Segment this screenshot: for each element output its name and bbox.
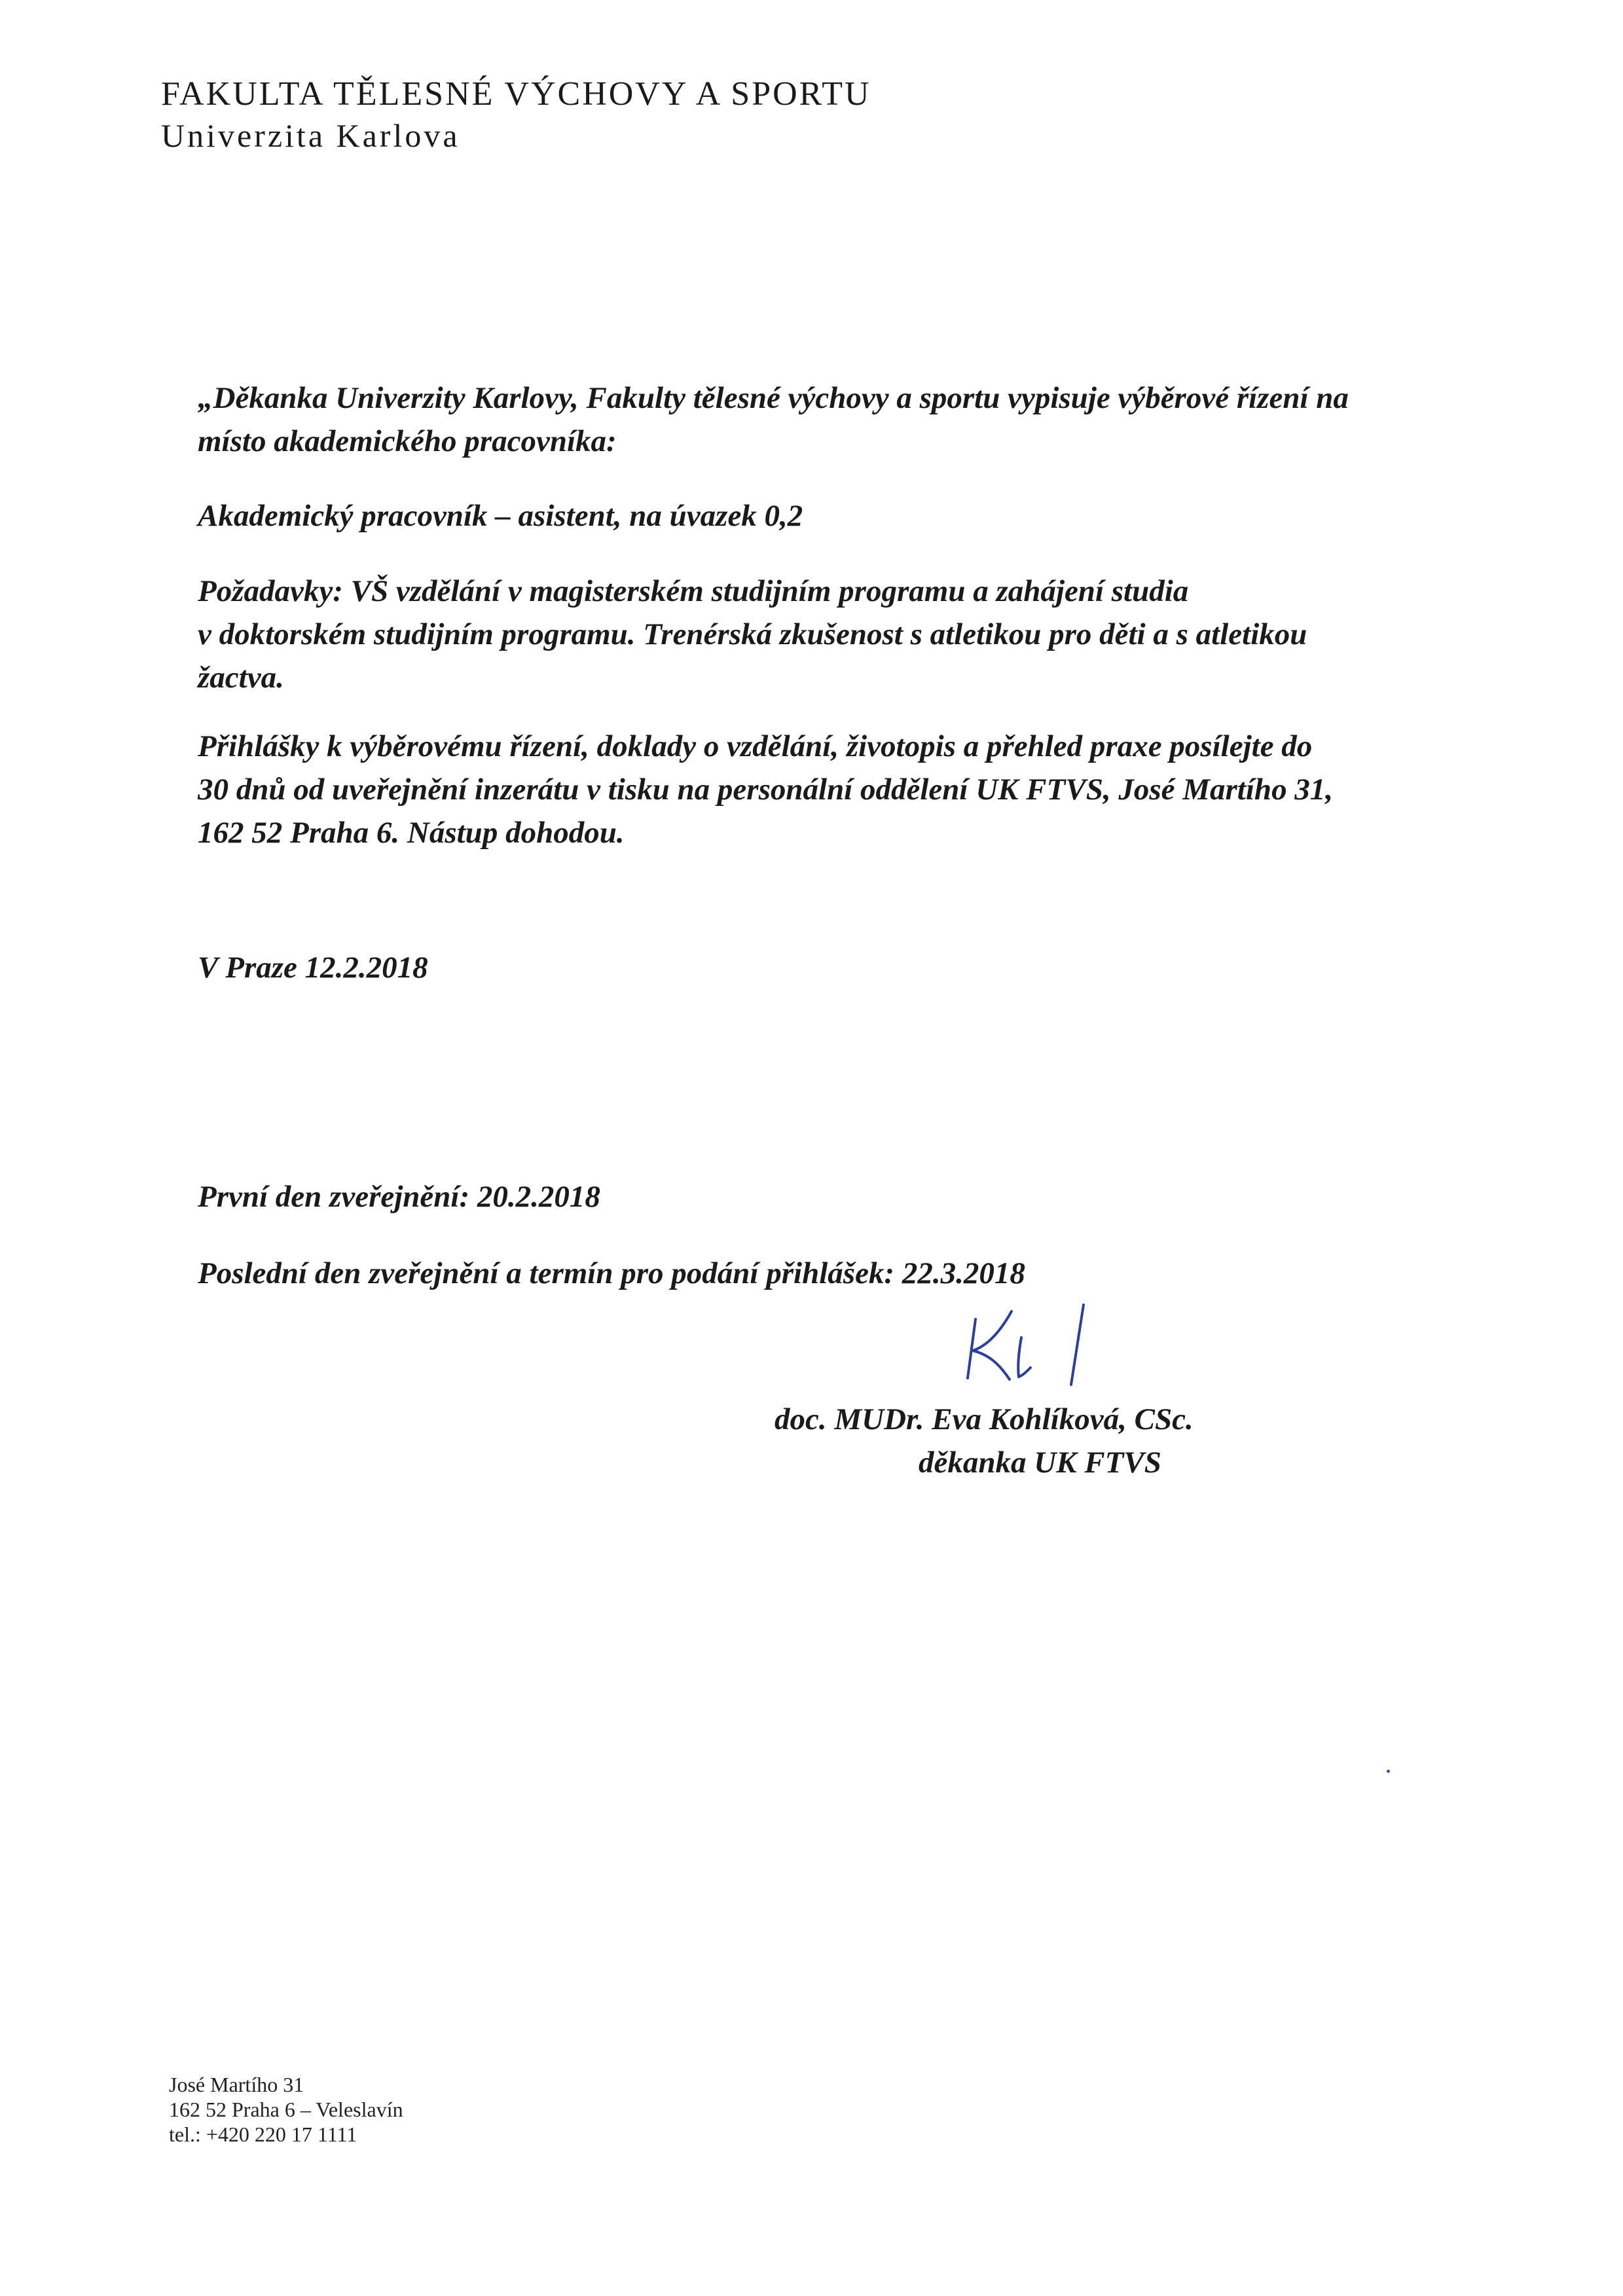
place-date-text: V Praze 12.2.2018: [198, 951, 428, 985]
requirements-line-1: Požadavky: VŠ vzdělání v magisterském studijním programu a zahájení studia: [198, 574, 1189, 608]
footer-street: José Martího 31: [169, 2073, 304, 2096]
signature-strokes: [968, 1305, 1084, 1385]
requirements-line-3: žactva.: [198, 661, 284, 695]
announcement-intro: [198, 376, 1455, 463]
intro-line-2: místo akademického pracovníka:: [198, 424, 617, 458]
signer-block: [775, 1398, 1194, 1484]
scan-speck: [1387, 1770, 1390, 1773]
requirements-paragraph: [198, 570, 1455, 699]
faculty-name: FAKULTA TĚLESNÉ VÝCHOVY A SPORTU: [161, 75, 871, 113]
university-name: Univerzita Karlova: [161, 117, 460, 154]
footer-address: [169, 2072, 403, 2147]
requirements-line-2: v doktorském studijním programu. Trenérská zkušenost s atletikou pro děti a s atletikou: [198, 617, 1307, 651]
position-line: [198, 494, 1455, 538]
handwritten-signature: [949, 1300, 1120, 1391]
first-publication-text: První den zveřejnění: 20.2.2018: [198, 1180, 600, 1214]
footer-city: 162 52 Praha 6 – Veleslavín: [169, 2098, 403, 2121]
applications-line-1: Přihlášky k výběrovému řízení, doklady o vzdělání, životopis a přehled praxe posílejte do: [198, 729, 1313, 763]
position-text: Akademický pracovník – asistent, na úvazek 0,2: [198, 499, 803, 533]
applications-line-2: 30 dnů od uveřejnění inzerátu v tisku na personální oddělení UK FTVS, José Martího 31,: [198, 773, 1334, 807]
applications-paragraph: [198, 725, 1455, 854]
place-date: [198, 946, 1455, 989]
letterhead: [161, 73, 1078, 156]
signer-title: děkanka UK FTVS: [919, 1446, 1161, 1480]
signer-name: doc. MUDr. Eva Kohlíková, CSc.: [775, 1402, 1194, 1436]
footer-phone: tel.: +420 220 17 1111: [169, 2123, 357, 2146]
first-publication: [198, 1175, 1455, 1218]
applications-line-3: 162 52 Praha 6. Nástup dohodou.: [198, 816, 625, 850]
last-publication: [198, 1252, 1455, 1295]
last-publication-text: Poslední den zveřejnění a termín pro podání přihlášek: 22.3.2018: [198, 1256, 1025, 1290]
intro-line-1: „Děkanka Univerzity Karlovy, Fakulty tělesné výchovy a sportu vypisuje výběrové řízení na: [198, 381, 1349, 415]
